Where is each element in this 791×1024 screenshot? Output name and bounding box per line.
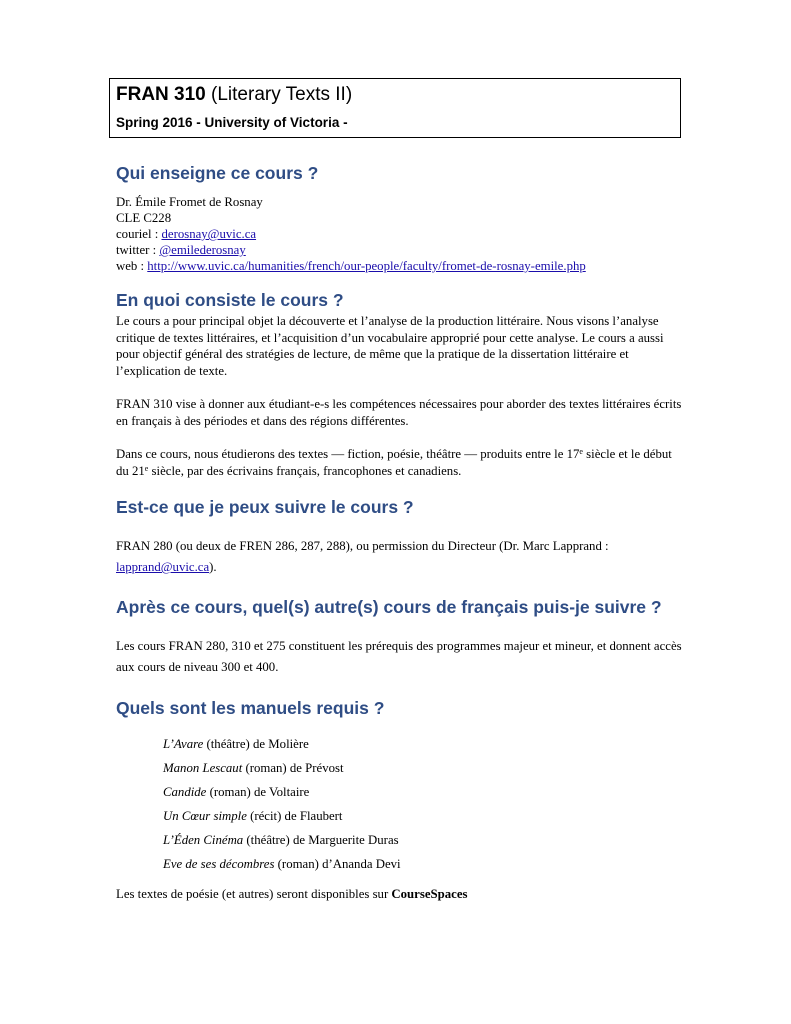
book-item: L’Éden Cinéma (théâtre) de Marguerite Duras bbox=[163, 833, 399, 847]
director-email-link[interactable]: lapprand@uvic.ca bbox=[116, 560, 210, 574]
book-item: Candide (roman) de Voltaire bbox=[163, 785, 310, 799]
teacher-name: Dr. Émile Fromet de Rosnay bbox=[116, 195, 263, 209]
teacher-office: CLE C228 bbox=[116, 211, 172, 225]
book-item: L’Avare (théâtre) de Molière bbox=[163, 737, 309, 751]
course-code: FRAN 310 bbox=[116, 84, 206, 105]
teacher-email-line: couriel : derosnay@uvic.ca bbox=[116, 227, 257, 241]
teacher-heading: Qui enseigne ce cours ? bbox=[116, 163, 319, 183]
after-heading: Après ce cours, quel(s) autre(s) cours de français puis-je suivre ? bbox=[116, 597, 662, 617]
prereq-heading: Est-ce que je peux suivre le cours ? bbox=[116, 497, 414, 517]
book-list bbox=[163, 732, 686, 876]
content-paragraph-2: FRAN 310 vise à donner aux étudiant-e-s les compétences nécessaires pour aborder des textes littéraires écrits en français à des périodes et dans des régions différentes. bbox=[116, 397, 682, 428]
teacher-info bbox=[116, 194, 686, 274]
book-item: Eve de ses décombres (roman) d’Ananda Devi bbox=[163, 857, 401, 871]
course-header-box bbox=[109, 78, 681, 138]
content-paragraph-3: Dans ce cours, nous étudierons des textes — fiction, poésie, théâtre — produits entre le 17e siècle et le début du 21e siècle, par des écrivains français, francophones et canadiens. bbox=[116, 447, 672, 478]
teacher-web-line: web : http://www.uvic.ca/humanities/french/our-people/faculty/fromet-de-rosnay-emile.php bbox=[116, 259, 586, 273]
course-subtitle: Spring 2016 - University of Victoria - bbox=[116, 115, 348, 130]
books-footer: Les textes de poésie (et autres) seront disponibles sur CourseSpaces bbox=[116, 887, 468, 901]
teacher-web-link[interactable]: http://www.uvic.ca/humanities/french/our-people/faculty/fromet-de-rosnay-emile.php bbox=[147, 259, 586, 273]
document-body bbox=[116, 160, 686, 903]
coursespaces-label: CourseSpaces bbox=[391, 887, 468, 901]
course-title bbox=[116, 83, 680, 107]
teacher-email-link[interactable]: derosnay@uvic.ca bbox=[161, 227, 257, 241]
books-heading: Quels sont les manuels requis ? bbox=[116, 698, 385, 718]
course-name: (Literary Texts II) bbox=[211, 84, 353, 105]
content-paragraph-1: Le cours a pour principal objet la découverte et l’analyse de la production littéraire. Nous visons l’analyse critique de textes littéraires, et l’acquisition d’un vocabulaire approprié pour cette analyse. Le cours a aussi pour objectif général des stratégies de lecture, de même que la pratique de la dissertation littéraire et l’explication de texte. bbox=[116, 314, 664, 378]
after-text: Les cours FRAN 280, 310 et 275 constituent les prérequis des programmes majeur et mineur, et donnent accès aux cours de niveau 300 et 400. bbox=[116, 639, 682, 674]
content-heading: En quoi consiste le cours ? bbox=[116, 290, 344, 310]
teacher-twitter-link[interactable]: @emilederosnay bbox=[159, 243, 246, 257]
prereq-text: FRAN 280 (ou deux de FREN 286, 287, 288), ou permission du Directeur (Dr. Marc Lapprand : lapprand@uvic.ca). bbox=[116, 539, 609, 574]
book-item: Manon Lescaut (roman) de Prévost bbox=[163, 761, 344, 775]
teacher-twitter-line: twitter : @emilederosnay bbox=[116, 243, 246, 257]
book-item: Un Cœur simple (récit) de Flaubert bbox=[163, 809, 343, 823]
